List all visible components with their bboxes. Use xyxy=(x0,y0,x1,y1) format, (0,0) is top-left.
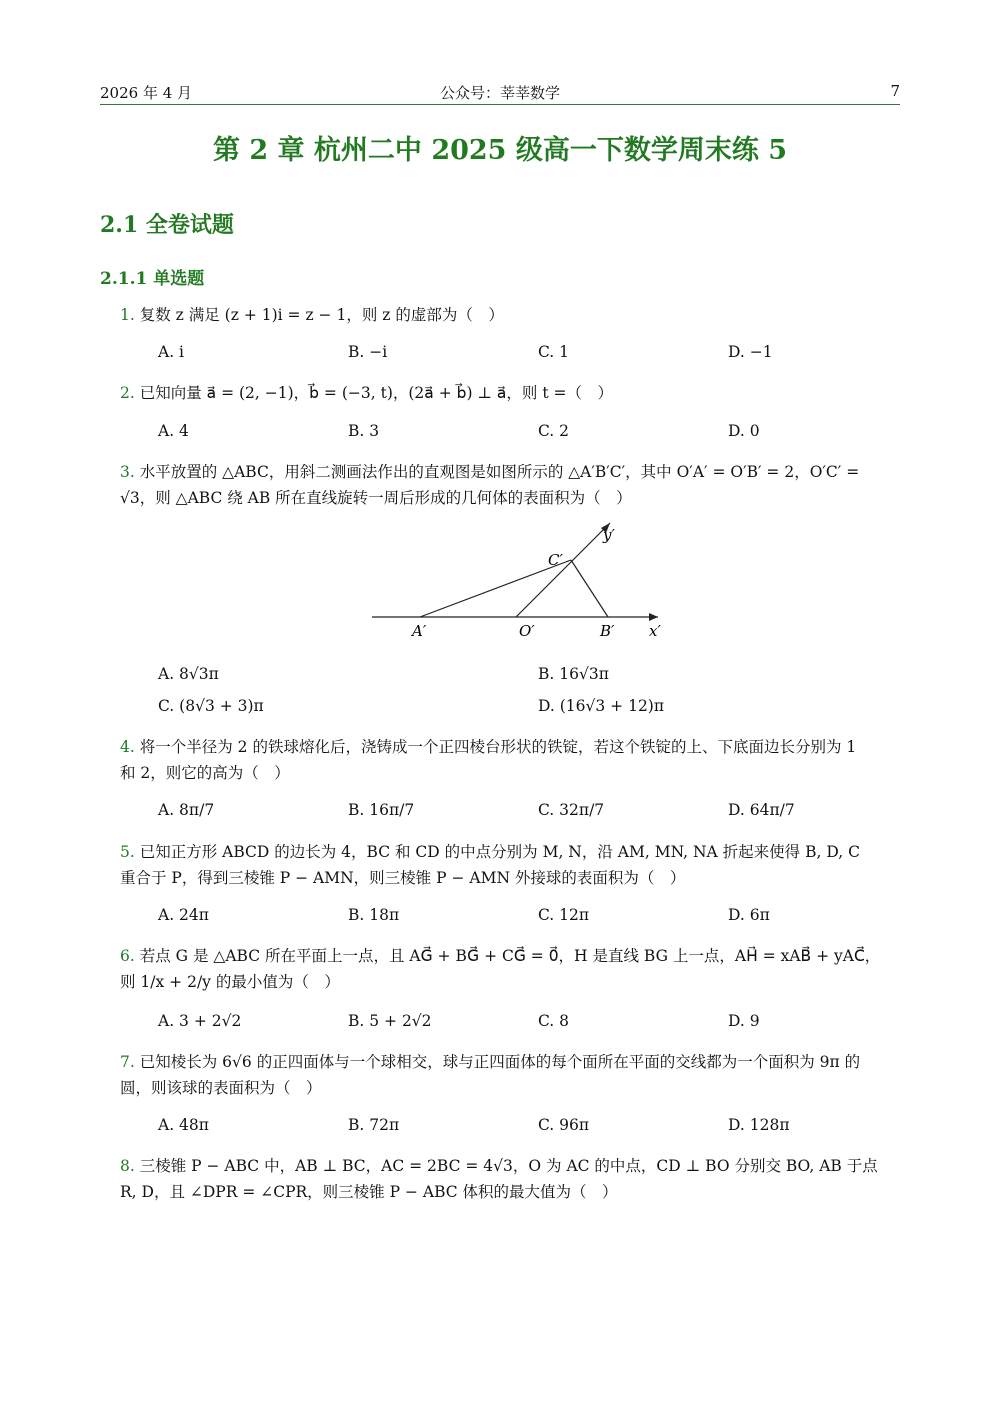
question-number: 5. xyxy=(120,843,135,861)
oblique-projection-figure xyxy=(360,518,680,648)
header-rule xyxy=(100,104,900,105)
option-c: C. 2 xyxy=(538,422,570,440)
y-axis-line xyxy=(516,523,610,617)
option-c: C. 12π xyxy=(538,906,590,924)
chapter-title: 第 2 章 杭州二中 2025 级高一下数学周末练 5 xyxy=(212,135,788,166)
label-y-prime: y′ xyxy=(603,526,615,544)
question-text: 已知正方形 ABCD 的边长为 4，BC 和 CD 的中点分别为 M, N，沿 AM, MN, NA 折起来使得 B, D, C xyxy=(139,843,860,861)
x-axis-arrow xyxy=(649,613,658,621)
question-3-options-row2 xyxy=(158,697,918,721)
question-number: 1. xyxy=(120,306,135,324)
label-c-prime: C′ xyxy=(548,551,563,569)
option-c: C. 32π/7 xyxy=(538,801,605,819)
question-5 xyxy=(120,839,905,891)
subsection-title: 2.1.1 单选题 xyxy=(100,269,205,289)
question-2 xyxy=(120,380,905,406)
question-text: 已知棱长为 6√6 的正四面体与一个球相交，球与正四面体的每个面所在平面的交线都为一个面积为 9π 的 xyxy=(139,1053,861,1071)
header-date: 2026 年 4 月 xyxy=(100,84,193,102)
option-b: B. 16π/7 xyxy=(348,801,415,819)
question-text-continued: 和 2，则它的高为（ ） xyxy=(120,764,290,782)
question-3-options-row1 xyxy=(158,665,918,689)
question-4 xyxy=(120,734,905,786)
option-b: B. −i xyxy=(348,343,388,361)
question-number: 7. xyxy=(120,1053,135,1071)
option-d: D. (16√3 + 12)π xyxy=(538,697,665,715)
question-text: 复数 z 满足 (z + 1)i = z − 1，则 z 的虚部为（ ） xyxy=(139,306,504,324)
option-c: C. 1 xyxy=(538,343,570,361)
option-c: C. 8 xyxy=(538,1012,570,1030)
label-o-prime: O′ xyxy=(519,622,535,640)
question-3 xyxy=(120,459,905,511)
option-a: A. 8π/7 xyxy=(158,801,215,819)
question-6 xyxy=(120,943,905,995)
question-text: 将一个半径为 2 的铁球熔化后，浇铸成一个正四棱台形状的铁锭，若这个铁锭的上、下底面边长分别为 1 xyxy=(139,738,857,756)
option-d: D. 0 xyxy=(728,422,760,440)
question-number: 8. xyxy=(120,1157,135,1175)
option-a: A. 48π xyxy=(158,1116,209,1134)
option-a: A. 8√3π xyxy=(158,665,219,683)
question-1-options xyxy=(158,343,918,367)
option-d: D. 128π xyxy=(728,1116,790,1134)
question-text-continued: 圆，则该球的表面积为（ ） xyxy=(120,1079,322,1097)
option-c: C. 96π xyxy=(538,1116,590,1134)
option-b: B. 16√3π xyxy=(538,665,609,683)
label-a-prime: A′ xyxy=(412,622,427,640)
question-1 xyxy=(120,302,905,328)
question-number: 4. xyxy=(120,738,135,756)
page-header xyxy=(100,82,900,104)
option-b: B. 5 + 2√2 xyxy=(348,1012,432,1030)
option-a: A. i xyxy=(158,343,185,361)
option-b: B. 72π xyxy=(348,1116,400,1134)
question-number: 2. xyxy=(120,384,135,402)
question-8 xyxy=(120,1153,905,1205)
question-2-options xyxy=(158,422,918,446)
option-d: D. 9 xyxy=(728,1012,760,1030)
question-number: 6. xyxy=(120,947,135,965)
question-text: 已知向量 a⃗ = (2, −1)，b⃗ = (−3, t)，(2a⃗ + b⃗) ⊥ a⃗，则 t =（ ） xyxy=(139,384,613,402)
header-account: 公众号：莘莘数学 xyxy=(439,84,560,102)
question-text: 水平放置的 △ABC，用斜二测画法作出的直观图是如图所示的 △A′B′C′，其中 O′A′ = O′B′ = 2，O′C′ = xyxy=(139,463,860,481)
question-number: 3. xyxy=(120,463,135,481)
question-7-options xyxy=(158,1116,918,1140)
question-5-options xyxy=(158,906,918,930)
option-a: A. 3 + 2√2 xyxy=(158,1012,242,1030)
option-d: D. 6π xyxy=(728,906,770,924)
label-b-prime: B′ xyxy=(600,622,615,640)
option-b: B. 3 xyxy=(348,422,380,440)
option-d: D. 64π/7 xyxy=(728,801,795,819)
question-6-options xyxy=(158,1012,918,1036)
question-text: 若点 G 是 △ABC 所在平面上一点，且 AG⃗ + BG⃗ + CG⃗ = 0⃗，H 是直线 BG 上一点，AH⃗ = xAB⃗ + yAC⃗， xyxy=(139,947,881,965)
segment-c-b xyxy=(571,560,608,617)
header-page-number: 7 xyxy=(890,82,900,100)
option-a: A. 24π xyxy=(158,906,209,924)
section-title: 2.1 全卷试题 xyxy=(100,212,234,238)
question-7 xyxy=(120,1049,905,1101)
question-text-continued: R, D，且 ∠DPR = ∠CPR，则三棱锥 P − ABC 体积的最大值为（ ） xyxy=(120,1183,618,1201)
question-text-continued: √3，则 △ABC 绕 AB 所在直线旋转一周后形成的几何体的表面积为（ ） xyxy=(120,489,632,507)
option-d: D. −1 xyxy=(728,343,773,361)
option-b: B. 18π xyxy=(348,906,400,924)
label-x-prime: x′ xyxy=(649,622,661,640)
question-text: 三棱锥 P − ABC 中，AB ⊥ BC，AC = 2BC = 4√3，O 为 AC 的中点，CD ⊥ BO 分别交 BO, AB 于点 xyxy=(139,1157,878,1175)
question-4-options xyxy=(158,801,918,825)
question-text-continued: 重合于 P，得到三棱锥 P − AMN，则三棱锥 P − AMN 外接球的表面积为（ ） xyxy=(120,869,686,887)
question-text-continued: 则 1/x + 2/y 的最小值为（ ） xyxy=(120,973,340,991)
option-c: C. (8√3 + 3)π xyxy=(158,697,264,715)
option-a: A. 4 xyxy=(158,422,189,440)
